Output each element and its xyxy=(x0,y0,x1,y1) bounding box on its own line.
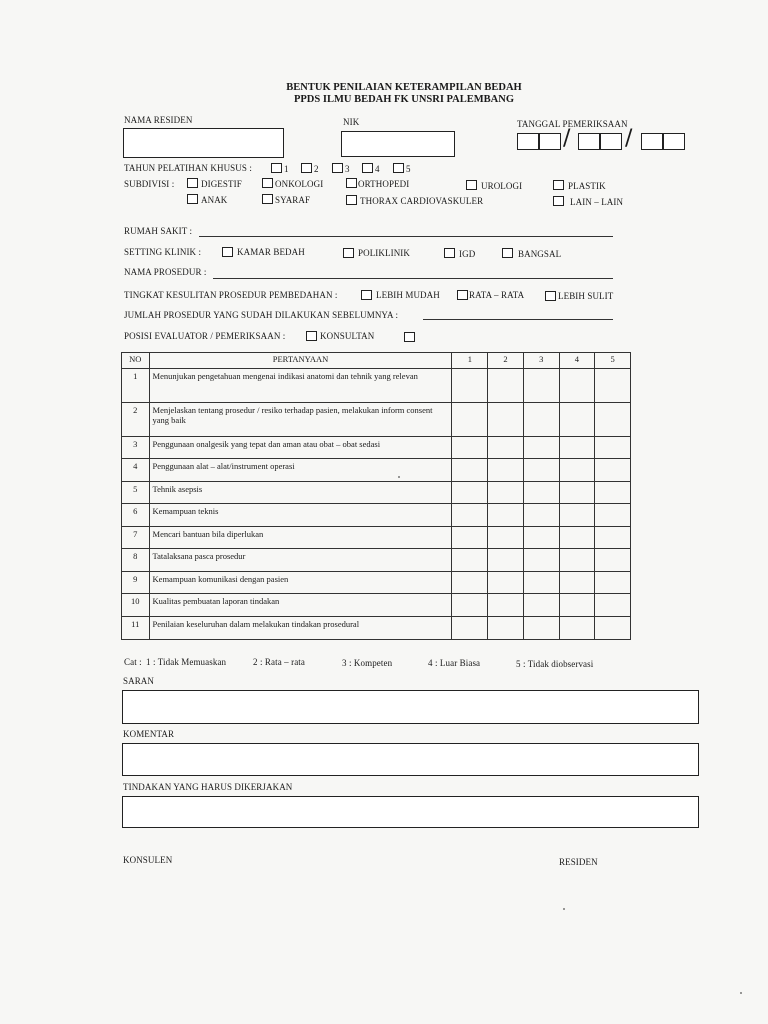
score-cell-4[interactable] xyxy=(559,617,595,640)
header-score-3: 3 xyxy=(523,353,559,369)
table-row xyxy=(122,527,631,549)
tahun-option-4: 4 xyxy=(375,164,380,174)
row-question: Kualitas pembuatan laporan tindakan xyxy=(149,594,452,617)
score-cell-4[interactable] xyxy=(559,369,595,403)
table-row xyxy=(122,594,631,617)
tingkat-checkbox-rata-rata[interactable] xyxy=(457,290,468,300)
tingkat-option-lebih-sulit: LEBIH SULIT xyxy=(558,291,614,301)
tahun-checkbox-5[interactable] xyxy=(393,163,404,173)
legend-item-1: 1 : Tidak Memuaskan xyxy=(146,657,227,667)
tanggal-year-2[interactable] xyxy=(663,133,685,150)
setting-checkbox-igd[interactable] xyxy=(444,248,455,258)
score-cell-1[interactable] xyxy=(452,459,488,482)
score-cell-2[interactable] xyxy=(488,403,524,437)
scan-speck xyxy=(398,476,400,478)
nik-label: NIK xyxy=(343,117,360,127)
tahun-option-3: 3 xyxy=(345,164,350,174)
legend-item-4: 4 : Luar Biasa xyxy=(428,658,481,668)
score-cell-3[interactable] xyxy=(523,403,559,437)
tahun-option-5: 5 xyxy=(406,164,411,174)
row-number: 5 xyxy=(122,482,150,504)
score-cell-2[interactable] xyxy=(488,617,524,640)
score-cell-3[interactable] xyxy=(523,617,559,640)
score-cell-1[interactable] xyxy=(452,594,488,617)
nama-residen-label: NAMA RESIDEN xyxy=(124,115,193,125)
score-cell-5[interactable] xyxy=(595,594,631,617)
subdivisi-option-thorax: THORAX CARDIOVASKULER xyxy=(360,196,484,206)
table-row xyxy=(122,617,631,640)
legend-item-5: 5 : Tidak diobservasi xyxy=(516,659,594,669)
setting-option-bangsal: BANGSAL xyxy=(518,249,562,259)
table-row xyxy=(122,549,631,572)
tanggal-label: TANGGAL PEMERIKSAAN xyxy=(517,119,628,129)
tanggal-day-2[interactable] xyxy=(539,133,561,150)
score-cell-3[interactable] xyxy=(523,504,559,527)
subdivisi-option-onkologi: ONKOLOGI xyxy=(275,179,324,189)
subdivisi-option-orthopedi: ORTHOPEDI xyxy=(358,179,410,189)
residen-signature-label: RESIDEN xyxy=(559,857,598,867)
komentar-box[interactable] xyxy=(122,743,699,776)
tahun-checkbox-1[interactable] xyxy=(271,163,282,173)
score-cell-1[interactable] xyxy=(452,549,488,572)
score-cell-1[interactable] xyxy=(452,504,488,527)
legend-item-2: 2 : Rata – rata xyxy=(253,657,305,667)
row-number: 1 xyxy=(122,369,150,403)
score-cell-1[interactable] xyxy=(452,572,488,594)
tahun-option-2: 2 xyxy=(314,164,319,174)
subdivisi-option-anak: ANAK xyxy=(201,195,228,205)
setting-checkbox-bangsal[interactable] xyxy=(502,248,513,258)
subdivisi-option-syaraf: SYARAF xyxy=(275,195,311,205)
saran-label: SARAN xyxy=(123,676,155,686)
header-score-4: 4 xyxy=(559,353,595,369)
score-cell-5[interactable] xyxy=(595,504,631,527)
subdivisi-checkbox-plastik[interactable] xyxy=(553,180,564,190)
score-cell-3[interactable] xyxy=(523,527,559,549)
scan-speck xyxy=(563,908,565,910)
score-cell-1[interactable] xyxy=(452,403,488,437)
score-cell-5[interactable] xyxy=(595,403,631,437)
header-no: NO xyxy=(122,353,150,369)
tingkat-checkbox-lebih-sulit[interactable] xyxy=(545,291,556,301)
score-cell-2[interactable] xyxy=(488,504,524,527)
score-cell-5[interactable] xyxy=(595,437,631,459)
tingkat-option-lebih-mudah: LEBIH MUDAH xyxy=(376,290,440,300)
subdivisi-option-plastik: PLASTIK xyxy=(568,181,606,191)
row-question: Menjelaskan tentang prosedur / resiko terhadap pasien, melakukan inform consent yang baik xyxy=(149,403,452,437)
row-number: 7 xyxy=(122,527,150,549)
score-cell-4[interactable] xyxy=(559,594,595,617)
setting-option-kamar-bedah: KAMAR BEDAH xyxy=(237,247,305,257)
score-cell-4[interactable] xyxy=(559,437,595,459)
tanggal-day-1[interactable] xyxy=(517,133,539,150)
tingkat-label: TINGKAT KESULITAN PROSEDUR PEMBEDAHAN : xyxy=(124,290,338,300)
row-number: 3 xyxy=(122,437,150,459)
row-number: 4 xyxy=(122,459,150,482)
score-cell-2[interactable] xyxy=(488,527,524,549)
score-cell-4[interactable] xyxy=(559,572,595,594)
score-cell-1[interactable] xyxy=(452,617,488,640)
jumlah-prosedur-label: JUMLAH PROSEDUR YANG SUDAH DILAKUKAN SEBELUMNYA : xyxy=(124,310,399,320)
tanggal-year-1[interactable] xyxy=(641,133,663,150)
tingkat-option-rata-rata: RATA – RATA xyxy=(469,290,525,300)
tahun-checkbox-2[interactable] xyxy=(301,163,312,173)
posisi-checkbox-konsultan[interactable] xyxy=(306,331,317,341)
score-cell-3[interactable] xyxy=(523,549,559,572)
posisi-option-konsultan: KONSULTAN xyxy=(320,331,375,341)
score-cell-1[interactable] xyxy=(452,527,488,549)
tahun-checkbox-3[interactable] xyxy=(332,163,343,173)
score-cell-5[interactable] xyxy=(595,527,631,549)
jumlah-prosedur-line[interactable] xyxy=(423,319,613,320)
score-cell-3[interactable] xyxy=(523,572,559,594)
subdivisi-option-urologi: UROLOGI xyxy=(481,181,523,191)
subdivisi-option-digestif: DIGESTIF xyxy=(201,179,242,189)
date-separator: / xyxy=(625,126,633,151)
scan-speck xyxy=(740,992,742,994)
legend-cat: Cat : xyxy=(124,657,142,667)
score-cell-3[interactable] xyxy=(523,437,559,459)
subdivisi-checkbox-anak[interactable] xyxy=(187,194,198,204)
table-row xyxy=(122,482,631,504)
nama-prosedur-line[interactable] xyxy=(213,278,613,279)
subdivisi-checkbox-onkologi[interactable] xyxy=(262,178,273,188)
tanggal-month-1[interactable] xyxy=(578,133,600,150)
header-score-5: 5 xyxy=(595,353,631,369)
saran-box[interactable] xyxy=(122,690,699,724)
table-row xyxy=(122,437,631,459)
score-cell-2[interactable] xyxy=(488,459,524,482)
nama-residen-field[interactable] xyxy=(123,128,284,158)
komentar-label: KOMENTAR xyxy=(123,729,175,739)
score-cell-2[interactable] xyxy=(488,482,524,504)
score-cell-2[interactable] xyxy=(488,549,524,572)
row-question: Mencari bantuan bila diperlukan xyxy=(149,527,452,549)
row-question: Penilaian keseluruhan dalam melakukan tindakan prosedural xyxy=(149,617,452,640)
subdivisi-checkbox-syaraf[interactable] xyxy=(262,194,273,204)
subdivisi-checkbox-lain[interactable] xyxy=(553,196,564,206)
posisi-evaluator-label: POSISI EVALUATOR / PEMERIKSAAN : xyxy=(124,331,286,341)
row-question: Penggunaan alat – alat/instrument operasi xyxy=(149,459,452,482)
subdivisi-label: SUBDIVISI : xyxy=(124,179,175,189)
row-question: Kemampuan teknis xyxy=(149,504,452,527)
row-question: Menunjukan pengetahuan mengenai indikasi anatomi dan tehnik yang relevan xyxy=(149,369,452,403)
setting-checkbox-kamar-bedah[interactable] xyxy=(222,247,233,257)
rumah-sakit-line[interactable] xyxy=(199,236,613,237)
setting-option-poliklinik: POLIKLINIK xyxy=(358,248,410,258)
score-cell-4[interactable] xyxy=(559,482,595,504)
row-number: 9 xyxy=(122,572,150,594)
table-row xyxy=(122,403,631,437)
subdivisi-option-lain: LAIN – LAIN xyxy=(570,197,624,207)
table-row xyxy=(122,504,631,527)
score-cell-5[interactable] xyxy=(595,369,631,403)
table-row xyxy=(122,459,631,482)
legend-item-3: 3 : Kompeten xyxy=(342,658,393,668)
score-cell-2[interactable] xyxy=(488,437,524,459)
row-number: 11 xyxy=(122,617,150,640)
row-number: 10 xyxy=(122,594,150,617)
konsulen-signature-label: KONSULEN xyxy=(123,855,173,865)
score-cell-1[interactable] xyxy=(452,482,488,504)
score-cell-5[interactable] xyxy=(595,482,631,504)
table-header-row xyxy=(122,353,631,369)
header-pertanyaan: PERTANYAAN xyxy=(149,353,452,369)
score-cell-3[interactable] xyxy=(523,482,559,504)
row-number: 6 xyxy=(122,504,150,527)
tahun-option-1: 1 xyxy=(284,164,289,174)
score-cell-4[interactable] xyxy=(559,527,595,549)
subdivisi-checkbox-digestif[interactable] xyxy=(187,178,198,188)
score-cell-2[interactable] xyxy=(488,369,524,403)
posisi-checkbox-other[interactable] xyxy=(404,332,415,342)
score-cell-3[interactable] xyxy=(523,369,559,403)
table-row xyxy=(122,369,631,403)
tindakan-label: TINDAKAN YANG HARUS DIKERJAKAN xyxy=(123,782,293,792)
row-question: Tatalaksana pasca prosedur xyxy=(149,549,452,572)
rumah-sakit-label: RUMAH SAKIT : xyxy=(124,226,193,236)
header-score-2: 2 xyxy=(488,353,524,369)
row-number: 2 xyxy=(122,403,150,437)
score-cell-2[interactable] xyxy=(488,594,524,617)
row-question: Tehnik asepsis xyxy=(149,482,452,504)
setting-klinik-label: SETTING KLINIK : xyxy=(124,247,202,257)
header-score-1: 1 xyxy=(452,353,488,369)
setting-checkbox-poliklinik[interactable] xyxy=(343,248,354,258)
row-question: Penggunaan onalgesik yang tepat dan aman atau obat – obat sedasi xyxy=(149,437,452,459)
score-cell-3[interactable] xyxy=(523,594,559,617)
score-cell-1[interactable] xyxy=(452,369,488,403)
setting-option-igd: IGD xyxy=(459,249,476,259)
tahun-checkbox-4[interactable] xyxy=(362,163,373,173)
assessment-table xyxy=(121,352,631,640)
score-cell-4[interactable] xyxy=(559,549,595,572)
date-separator: / xyxy=(563,126,571,151)
score-cell-5[interactable] xyxy=(595,459,631,482)
tahun-label: TAHUN PELATIHAN KHUSUS : xyxy=(124,163,252,173)
tindakan-box[interactable] xyxy=(122,796,699,828)
score-cell-5[interactable] xyxy=(595,617,631,640)
nama-prosedur-label: NAMA PROSEDUR : xyxy=(124,267,207,277)
nik-field[interactable] xyxy=(341,131,455,157)
score-cell-1[interactable] xyxy=(452,437,488,459)
row-number: 8 xyxy=(122,549,150,572)
subdivisi-checkbox-thorax[interactable] xyxy=(346,195,357,205)
tanggal-month-2[interactable] xyxy=(600,133,622,150)
score-cell-4[interactable] xyxy=(559,459,595,482)
form-title-line2: PPDS ILMU BEDAH FK UNSRI PALEMBANG xyxy=(293,94,515,105)
score-cell-2[interactable] xyxy=(488,572,524,594)
row-question: Kemampuan komunikasi dengan pasien xyxy=(149,572,452,594)
score-cell-4[interactable] xyxy=(559,504,595,527)
form-title-line1: BENTUK PENILAIAN KETERAMPILAN BEDAH xyxy=(286,82,522,93)
score-cell-4[interactable] xyxy=(559,403,595,437)
table-row xyxy=(122,572,631,594)
score-cell-3[interactable] xyxy=(523,459,559,482)
subdivisi-checkbox-orthopedi[interactable] xyxy=(346,178,357,188)
score-cell-5[interactable] xyxy=(595,572,631,594)
tingkat-checkbox-lebih-mudah[interactable] xyxy=(361,290,372,300)
score-cell-5[interactable] xyxy=(595,549,631,572)
subdivisi-checkbox-urologi[interactable] xyxy=(466,180,477,190)
